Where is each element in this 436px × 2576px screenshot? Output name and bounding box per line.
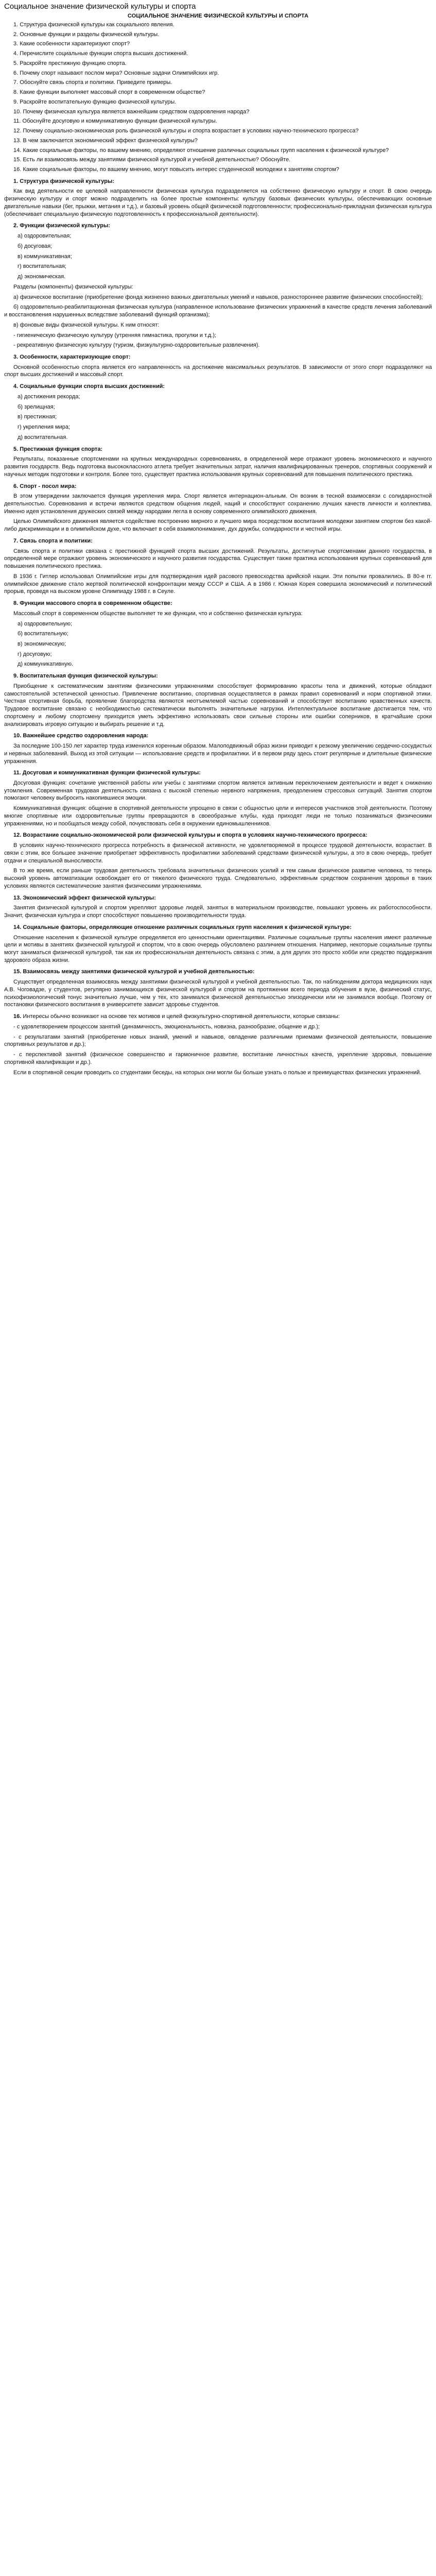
question-item: 15. Есть ли взаимосвязь между занятиями физической культурой и учебной деятельностью? Обоснуйте.	[13, 157, 291, 163]
section-11	[4, 769, 432, 827]
paragraph: Существует определенная взаимосвязь между занятиями физической культурой и учебной деятельностью. Так, по наблюдениям доктора медицинских наук А.В. Чоговадзе, у студентов, регулярно занимающихся физической культурой и спортом на протяжении всего периода обучения в вузе, физический статус, психофизиологический тонус значительно лучше, чем у тех, кто занимался физической деятельностью эпизодически или не занимался вообще. Поэтому от постановки физического воспитания в университете зависит здоровье студентов.	[4, 979, 432, 1008]
question-item: 10. Почему физическая культура является важнейшим средством оздоровления народа?	[13, 108, 250, 115]
list-item: д) коммуникативную.	[18, 661, 73, 668]
document-title: СОЦИАЛЬНОЕ ЗНАЧЕНИЕ ФИЗИЧЕСКОЙ КУЛЬТУРЫ И СПОРТА	[127, 13, 309, 19]
paragraph: в) фоновые виды физической культуры. К ним относят:	[13, 321, 160, 328]
paragraph: Разделы (компоненты) физической культуры:	[13, 283, 133, 290]
list-item: г) досуговую;	[18, 651, 52, 657]
paragraph: В условиях научно-технического прогресса потребность в физической активности, не удовлетворяемой в процессе трудовой деятельности, возрастает. В связи с этим, все большее значение приобретает эффективность профилактики заболеваний средствами физической культуры, а это в свою очередь, требует отдачи и специальной выносливости.	[4, 842, 432, 864]
paragraph: Занятия физической культурой и спортом укрепляют здоровье людей, занятых в материальном производстве, повышают уровень их работоспособности. Значит, физическая культура и спорт способствуют повышению производительности труда.	[4, 905, 432, 919]
section-title: 1. Структура физической культуры:	[13, 178, 114, 184]
list-item: а) оздоровительная;	[18, 233, 72, 240]
section-title: 3. Особенности, характеризующие спорт:	[13, 353, 131, 360]
paragraph: Отношение населения к физической культуре определяется его ценностными ориентациями. Различные социальные группы населения имеют различные цели и мотивы в занятиях физической культурой и спортом, что в свою очередь обусловлено различием отношения. Например, некоторые социальные группы могут заниматься физической культурой, так как их профессиональная деятельность связана с этим, а для других это просто хобби или средство поддержания здорового образа жизни.	[4, 934, 432, 963]
section-title: 8. Функции массового спорта в современном обществе:	[13, 600, 172, 607]
section-title: 5. Престижная функция спорта:	[13, 446, 103, 452]
paragraph: В 1936 г. Гитлер использовал Олимпийские игры для подтверждения идей расового превосходства арийской нации. Эти попытки провалились. В 80-е гг. олимпийское движение стало жертвой политической конфронтации между СССР и США. А в 1986 г. Южная Корея совершила экономический и политический прорыв, проведя на высоком уровне Олимпиаду 1988 г. в Сеуле.	[4, 573, 432, 595]
question-item: 13. В чем заключается экономический эффект физической культуры?	[13, 137, 198, 144]
paragraph: - с перспективой занятий (физическое совершенство и гармоничное развитие, воспитание личностных качеств, укрепление здоровья, повышение спортивной квалификации и др.).	[4, 1052, 432, 1065]
paragraph: В этом утверждении заключается функция укрепления мира. Спорт является интернацион-альным. Он возник в тесной взаимосвязи с солидарностной деятельностью. Соревнования и встречи являются средством общения людей, наций и способствуют сохранению лучших качеств личности и коллектива. Именно идея установления дружеских связей между народами легла в основу современного олимпийского движения.	[4, 493, 432, 515]
paragraph: Как вид деятельности ее целевой направленности физическая культура подразделяется на собственно физическую культуру и спорт. В свою очередь физическую культуру и спорт можно подразделить на более простые компоненты: культуру базовых физических культуры, обеспечивающих основные двигательные навыки (бег, прыжки, метания и т.д.), и базовый уровень общей физической подготовленности; профессионально-прикладная физическая культура (обеспечивает специальную физическую подготовленность к профессиональной деятельности).	[4, 188, 432, 217]
paragraph: - с удовлетворением процессом занятий (динамичность, эмоциональность, новизна, разнообразие, общение и др.);	[13, 1023, 320, 1030]
list-item: б) зрелищная;	[18, 403, 55, 410]
paragraph: За последние 100-150 лет характер труда изменился коренным образом. Малоподвижный образ жизни приводит к резкому увеличению сердечно-сосудистых и нервных заболеваний. Выход из этой ситуации — использование средств и профилактики. И в первом ряду здесь стоит регулярные и длительные физические упражнения.	[4, 743, 432, 765]
question-item: 9. Раскройте воспитательную функцию физической культуры.	[13, 98, 177, 105]
paragraph: - гигиеническую физическую культуру (утренняя гимнастика, прогулки и т.д.);	[13, 332, 217, 338]
list-item: г) воспитательная;	[18, 263, 66, 270]
question-item: 2. Основные функции и разделы физической культуры.	[13, 31, 160, 38]
section-title: 9. Воспитательная функция физической культуры:	[13, 673, 158, 680]
section-title: 6. Спорт - посол мира:	[13, 483, 77, 489]
paragraph: Результаты, показанные спортсменами на крупных международных соревнованиях, в определенной мере отражают уровень экономического и научного развития государств. Ведь подготовка высококлассного атлета требует значительных затрат, наличия квалифицированных тренеров, спортивных сооружений и научных методик подготовки и контроля. Более того, существует практика использования крупных соревнований для повышения политического престижа.	[4, 456, 432, 478]
list-item: в) престижная;	[18, 414, 57, 420]
question-list	[4, 21, 432, 174]
section-7	[4, 537, 432, 596]
paragraph	[4, 1013, 432, 1021]
document-page	[0, 0, 436, 1083]
section-10	[4, 732, 432, 765]
list-item: а) оздоровительную;	[18, 620, 73, 627]
section-12	[4, 832, 432, 890]
section-title: 10. Важнейшее средство оздоровления народа:	[13, 733, 149, 739]
question-item: 8. Какие функции выполняет массовый спорт в современном обществе?	[13, 89, 205, 96]
section-13	[4, 894, 432, 920]
section-2	[4, 222, 432, 349]
section-title: 4. Социальные функции спорта высших достижений:	[13, 383, 165, 390]
paragraph: а) физическое воспитание (приобретение фонда жизненно важных двигательных умений и навыков, разностороннее развитие физических способностей);	[13, 294, 423, 300]
section-3	[4, 353, 432, 379]
paragraph: Досуговая функция: сочетание умственной работы или учебы с занятиями спортом является активным переключением деятельности и ведет к снижению утомления. Современная трудовая деятельность связана с высокой степенью нервного напряжения, преодолением стрессовых ситуаций. Занятия спортом помогают человеку выбросить накопившиеся эмоции.	[4, 780, 432, 802]
section-15	[4, 968, 432, 1009]
page-header: Социальное значение физической культуры и спорта	[4, 2, 196, 11]
question-item: 7. Обоснуйте связь спорта и политики. Приведите примеры.	[13, 79, 172, 86]
section-16	[4, 1013, 432, 1076]
list-item: в) экономическую;	[18, 641, 66, 647]
paragraph-text: Интересы обычно возникают на основе тех мотивов и целей физкультурно-спортивной деятельности, которые связаны:	[23, 1013, 340, 1020]
question-item: 14. Какие социальные факторы, по вашему мнению, определяют отношение различных социальных групп населения к физической культуре?	[13, 147, 389, 154]
paragraph: - рекреативную физическую культуру (туризм, физкультурно-оздоровительные развлечения).	[13, 342, 260, 349]
question-item: 4. Перечислите социальные функции спорта высших достижений.	[13, 50, 188, 57]
list-item: д) воспитательная.	[18, 434, 68, 440]
list-item: б) воспитательную;	[18, 631, 68, 637]
paragraph: б) оздоровительно-реабилитационная физическая культура (направленное использование физических упражнений в качестве средств лечения заболеваний и восстановления нарушенных вследствие заболеваний функций организма);	[4, 304, 432, 318]
list-item: в) коммуникативная;	[18, 253, 72, 260]
section-title: 11. Досуговая и коммуникативная функции физической культуры:	[13, 770, 201, 776]
question-item: 6. Почему спорт называют послом мира? Основные задачи Олимпийских игр.	[13, 70, 219, 76]
question-item: 5. Раскройте престижную функцию спорта.	[13, 60, 127, 66]
question-item: 16. Какие социальные факторы, по вашему мнению, могут повысить интерес студенческой молодежи к занятиям спортом?	[13, 166, 339, 173]
list-item: б) досуговая;	[18, 243, 53, 249]
section-14	[4, 924, 432, 964]
paragraph: - с результатами занятий (приобретение новых знаний, умений и навыков, овладение различными приемами физической деятельности, повышение спортивных результатов и др.);	[4, 1033, 432, 1048]
list-item: г) укрепления мира;	[18, 424, 71, 431]
paragraph: В то же время, если раньше трудовая деятельность требовала значительных физических усилий и тем самым физическое развитие человека, то теперь высокий уровень автоматизации освобождает его от тяжелого физического труда. Следовательно, эффективным средством сохранения здоровья в таких условиях являются систематические занятия физическими упражнениями.	[4, 868, 432, 889]
section-1	[4, 178, 432, 218]
section-5	[4, 446, 432, 479]
paragraph: Целью Олимпийского движения является содействие построению мирного и лучшего мира посредством воспитания молодежи занятием спортом без какой-либо дискриминации и в олимпийском духе, что включает в себя взаимопонимание, дух дружбы, солидарности и честной игры.	[4, 518, 432, 533]
section-4	[4, 383, 432, 441]
section-9	[4, 672, 432, 728]
section-title: 2. Функции физической культуры:	[13, 223, 110, 229]
question-item: 12. Почему социально-экономическая роль физической культуры и спорта возрастает в условиях научно-технического прогресса?	[13, 128, 359, 134]
paragraph: Связь спорта и политики связана с престижной функцией спорта высших достижений. Результаты, достигнутые спортсменами данного государства, в определенной мере отражают уровень экономического и научного развития государства. Существует также практика использования крупных соревнований для повышения политического престижа.	[4, 548, 432, 570]
question-item: 11. Обоснуйте досуговую и коммуникативную функции физической культуры.	[13, 118, 217, 125]
list-item: а) достижения рекорда;	[18, 393, 80, 400]
section-title: 15. Взаимосвязь между занятиями физической культурой и учебной деятельностью:	[13, 969, 255, 975]
paragraph: Если в спортивной секции проводить со студентами беседы, на которых они могли бы больше узнать о пользе и преимуществах физических упражнений.	[13, 1069, 422, 1076]
section-title: 7. Связь спорта и политики:	[13, 537, 93, 544]
section-title: 14. Социальные факторы, определяющие отношение различных социальных групп населения к физической культуре:	[13, 924, 352, 930]
section-title: 13. Экономический эффект физической культуры:	[13, 894, 156, 901]
paragraph: Приобщение к систематическим занятиям физическими упражнениями способствует формированию красоты тела и движений, которые обладают самостоятельной эстетической ценностью. Привлечение воспитанию, спортивная осуществляется в рамках правил соревнований и норм спортивной этики. Честная спортивная борьба, проявление благородства являются неотъемлемой частью соревнований и способствует воспитанию нравственных качеств. Трудовое воспитание связано с необходимостью систематически выполнять значительные нагрузки. Интеллектуальное воспитание достигается тем, что спортсмену и любому спортсмену приходится уметь эффективно использовать свои сильные стороны или ошибки соперников, в кратчайшие сроки анализировать игровую ситуацию и выбирать решение и т.д.	[4, 683, 432, 727]
paragraph: Коммуникативная функция: общение в спортивной деятельности упрощено в связи с общностью цели и интересов участников этой деятельности. Поэтому многие спортивные или оздоровительные группы превращаются в своеобразные клубы, куда приходят люди не только позаниматься физическими упражнениями, но и пообщаться между собой, почувствовать себя в окружении единомышленников.	[4, 805, 432, 827]
list-item: д) экономическая.	[18, 274, 66, 280]
section-6	[4, 483, 432, 533]
question-item: 1. Структура физической культуры как социального явления.	[13, 22, 175, 28]
paragraph: Массовый спорт в современном обществе выполняет те же функции, что и собственно физическая культура:	[13, 610, 303, 617]
section-title: 12. Возрастание социально-экономической роли физической культуры и спорта в условиях научно-технического прогресса:	[13, 832, 368, 839]
question-item: 3. Какие особенности характеризуют спорт?	[13, 41, 130, 47]
section-8	[4, 600, 432, 668]
paragraph: Основной особенностью спорта является его направленность на достижение максимальных результатов. В зависимости от этого спорт подразделяют на спорт высших достижений и массовый спорт.	[4, 364, 432, 378]
section-number: 16.	[13, 1013, 22, 1020]
